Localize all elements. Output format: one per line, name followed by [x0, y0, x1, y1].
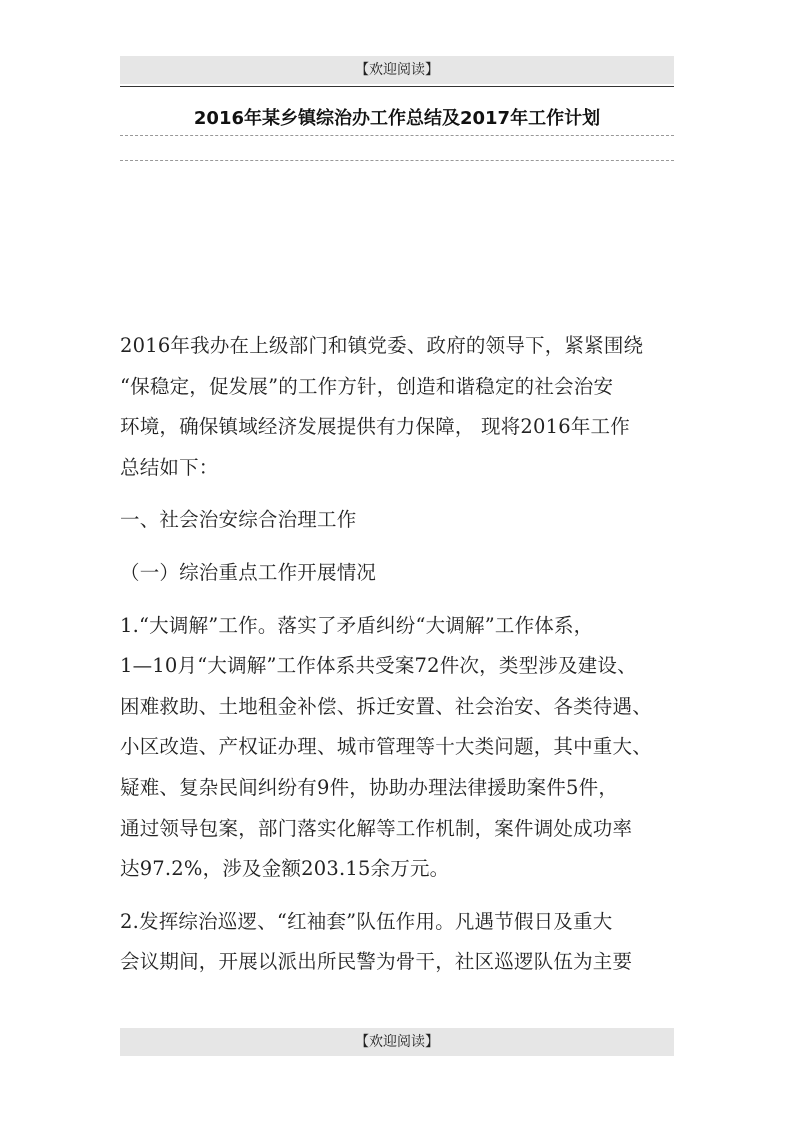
document-body	[120, 326, 675, 983]
text-line: 1—10月“大调解”工作体系共受案72件次，类型涉及建设、	[120, 654, 637, 678]
text-line: 疑难、复杂民间纠纷有9件，协助办理法律援助案件5件，	[120, 775, 619, 799]
header-rule	[120, 86, 674, 87]
document-title: 2016年某乡镇综治办工作总结及2017年工作计划	[193, 108, 601, 129]
footer-banner: 【欢迎阅读】	[120, 1028, 674, 1056]
text-line: “保稳定，促发展”的工作方针，创造和谐稳定的社会治安	[120, 374, 614, 398]
text-line: 环境，确保镇域经济发展提供有力保障， 现将2016年工作	[120, 415, 630, 439]
dashed-divider	[120, 135, 674, 136]
text-line: 小区改造、产权证办理、城市管理等十大类问题，其中重大、	[120, 735, 652, 759]
subsection-heading: （一）综治重点工作开展情况	[120, 560, 377, 584]
text-line: 1.“大调解”工作。落实了矛盾纠纷“大调解”工作体系，	[120, 613, 594, 637]
dashed-divider	[120, 160, 674, 161]
text-line: 困难救助、土地租金补偿、拆迁安置、社会治安、各类待遇、	[120, 694, 652, 718]
item-paragraph	[120, 902, 675, 983]
text-line: 2016年我办在上级部门和镇党委、政府的领导下，紧紧围绕	[120, 334, 644, 357]
section-heading: 一、社会治安综合治理工作	[120, 508, 357, 532]
intro-paragraph	[120, 326, 675, 488]
text-line: 会议期间，开展以派出所民警为骨干，社区巡逻队伍为主要	[120, 950, 633, 974]
header-banner: 【欢迎阅读】	[120, 56, 674, 84]
text-line: 2.发挥综治巡逻、“红袖套”队伍作用。凡遇节假日及重大	[120, 909, 613, 933]
text-line: 达97.2%，涉及金额203.15余万元。	[120, 857, 450, 881]
text-line: 总结如下：	[120, 455, 219, 479]
text-line: 通过领导包案，部门落实化解等工作机制，案件调处成功率	[120, 816, 633, 840]
item-paragraph	[120, 606, 675, 890]
